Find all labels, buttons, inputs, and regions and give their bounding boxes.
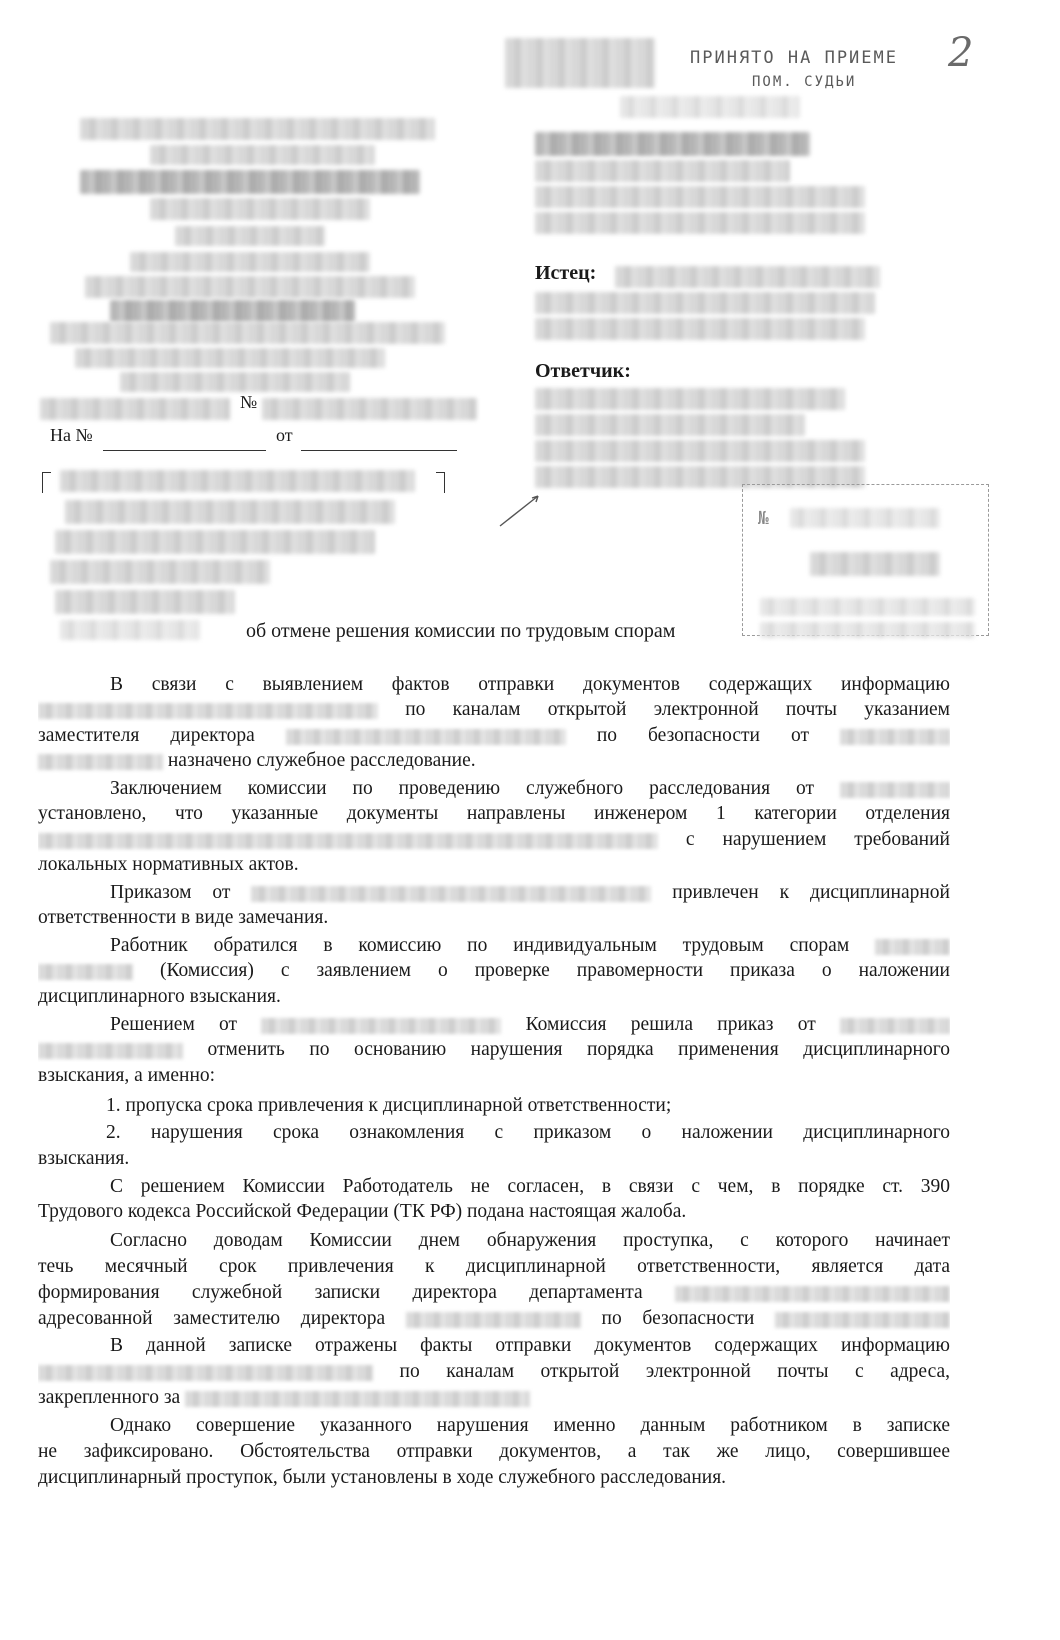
redacted-text	[38, 703, 378, 719]
redacted-text	[286, 729, 566, 745]
redacted-court-line	[535, 186, 865, 208]
body-line: ответственности в виде замечания.	[38, 907, 329, 928]
redacted-subject-line	[50, 560, 270, 584]
redacted-text	[38, 1043, 183, 1059]
body-line: дисциплинарный проступок, были установлены в ходе служебного расследования.	[38, 1467, 727, 1488]
received-stamp-line1: ПРИНЯТО НА ПРИЕМЕ	[690, 48, 898, 68]
redacted-outgoing-number	[262, 398, 477, 420]
pen-mark	[496, 490, 546, 530]
redacted-outgoing-date	[40, 398, 230, 420]
body-line: по каналам открытой электронной почты указанием	[38, 697, 950, 722]
redacted-registration-number	[790, 508, 940, 528]
body-line: закрепленного за	[38, 1385, 950, 1410]
outgoing-number-sign: №	[240, 392, 258, 412]
redacted-org-line	[50, 322, 445, 344]
redacted-stamp-mark	[505, 38, 655, 88]
body-line: установлено, что указанные документы направлены инженером 1 категории отделения	[38, 803, 950, 824]
redacted-defendant-line	[535, 388, 845, 410]
redacted-registration-line	[760, 598, 975, 616]
redacted-defendant-line	[535, 440, 865, 462]
redacted-text	[38, 754, 163, 770]
list-item: 2. нарушения срока ознакомления с приказом о наложении дисциплинарного	[106, 1122, 950, 1143]
redacted-defendant-line	[535, 414, 805, 436]
body-line: взыскания, а именно:	[38, 1065, 216, 1086]
redacted-registration-signature	[760, 622, 975, 638]
body-line: не зафиксировано. Обстоятельства отправки документов, а так же лицо, совершившее	[38, 1441, 950, 1462]
redacted-court-line	[535, 160, 790, 182]
redacted-text	[840, 1018, 950, 1034]
body-line: по каналам открытой электронной почты с адреса,	[38, 1359, 950, 1384]
body-line: заместителя директора по безопасности от	[38, 723, 950, 748]
registration-stamp-number-sign: №	[758, 508, 771, 529]
body-line: В связи с выявлением фактов отправки документов содержащих информацию	[110, 674, 950, 695]
redacted-plaintiff-line	[535, 292, 875, 314]
redacted-subject-line	[65, 500, 395, 524]
redacted-text	[251, 886, 651, 902]
redacted-registration-date	[810, 552, 940, 576]
redacted-org-line	[130, 252, 370, 272]
body-line: Работник обратился в комиссию по индивидуальным трудовым спорам	[38, 933, 950, 958]
redacted-subject-line	[55, 590, 235, 614]
redacted-org-line	[150, 198, 370, 220]
body-line: В данной записке отражены факты отправки документов содержащих информацию	[110, 1335, 950, 1356]
body-line: Приказом от привлечен к дисциплинарной	[110, 882, 950, 903]
subject-bracket-right	[436, 472, 445, 493]
redacted-text	[875, 939, 950, 955]
redacted-text	[840, 729, 950, 745]
redacted-text	[185, 1391, 530, 1407]
body-line: дисциплинарного взыскания.	[38, 986, 281, 1007]
body-line: адресованной заместителю директора по безопасности	[38, 1306, 950, 1331]
body-line: Однако совершение указанного нарушения именно данным работником в записке	[110, 1415, 950, 1436]
reference-number-label: На №	[50, 425, 93, 445]
redacted-subject-line	[55, 530, 375, 554]
reference-date-blank	[301, 450, 457, 451]
body-line: течь месячный срок привлечения к дисциплинарной ответственности, является дата	[38, 1256, 950, 1277]
body-line: С решением Комиссии Работодатель не согласен, в связи с чем, в порядке ст. 390	[110, 1176, 950, 1197]
list-item: 1. пропуска срока привлечения к дисциплинарной ответственности;	[106, 1095, 672, 1116]
redacted-text	[38, 964, 133, 980]
redacted-org-line	[80, 170, 420, 194]
redacted-subject-line	[60, 620, 200, 640]
redacted-text	[38, 833, 658, 849]
body-line: взыскания.	[38, 1148, 130, 1169]
redacted-org-line	[85, 276, 415, 298]
reference-date-label: от	[276, 425, 293, 445]
body-line: (Комиссия) с заявлением о проверке правомерности приказа о наложении	[38, 958, 950, 983]
body-line: локальных нормативных актов.	[38, 854, 299, 875]
reference-number-blank	[103, 450, 266, 451]
redacted-org-line	[75, 348, 385, 368]
redacted-text	[675, 1286, 950, 1302]
redacted-plaintiff-line	[535, 318, 865, 340]
redacted-org-line	[120, 372, 350, 392]
redacted-plaintiff-line	[615, 266, 880, 288]
redacted-stamp-date	[620, 96, 800, 118]
body-line: с нарушением требований	[38, 827, 950, 852]
body-line: Согласно доводам Комиссии днем обнаружения проступка, с которого начинает	[110, 1230, 950, 1251]
redacted-text	[840, 782, 950, 798]
document-title: об отмене решения комиссии по трудовым спорам	[246, 620, 676, 642]
received-stamp-line2: ПОМ. СУДЬИ	[752, 74, 857, 90]
redacted-org-line	[150, 145, 375, 165]
page-number: 2	[948, 30, 974, 76]
defendant-label: Ответчик:	[535, 360, 631, 382]
redacted-text	[406, 1312, 581, 1328]
plaintiff-label: Истец:	[535, 262, 597, 284]
redacted-text	[38, 1365, 373, 1381]
body-line: Решением от Комиссия решила приказ от	[38, 1012, 950, 1037]
redacted-text	[775, 1312, 950, 1328]
redacted-text	[261, 1018, 501, 1034]
redacted-org-line	[110, 300, 355, 322]
body-line: отменить по основанию нарушения порядка применения дисциплинарного	[38, 1037, 950, 1062]
body-line: Заключением комиссии по проведению служебного расследования от	[38, 776, 950, 801]
body-line: Трудового кодекса Российской Федерации (ТК РФ) подана настоящая жалоба.	[38, 1201, 687, 1222]
body-line: назначено служебное расследование.	[38, 748, 950, 773]
redacted-org-line	[175, 226, 325, 246]
redacted-court-line	[535, 212, 865, 234]
redacted-subject-line	[60, 470, 415, 492]
subject-bracket-left	[42, 472, 51, 493]
redacted-court-line	[535, 132, 810, 156]
body-line: формирования служебной записки директора департамента	[38, 1280, 950, 1305]
redacted-org-line	[80, 118, 435, 140]
